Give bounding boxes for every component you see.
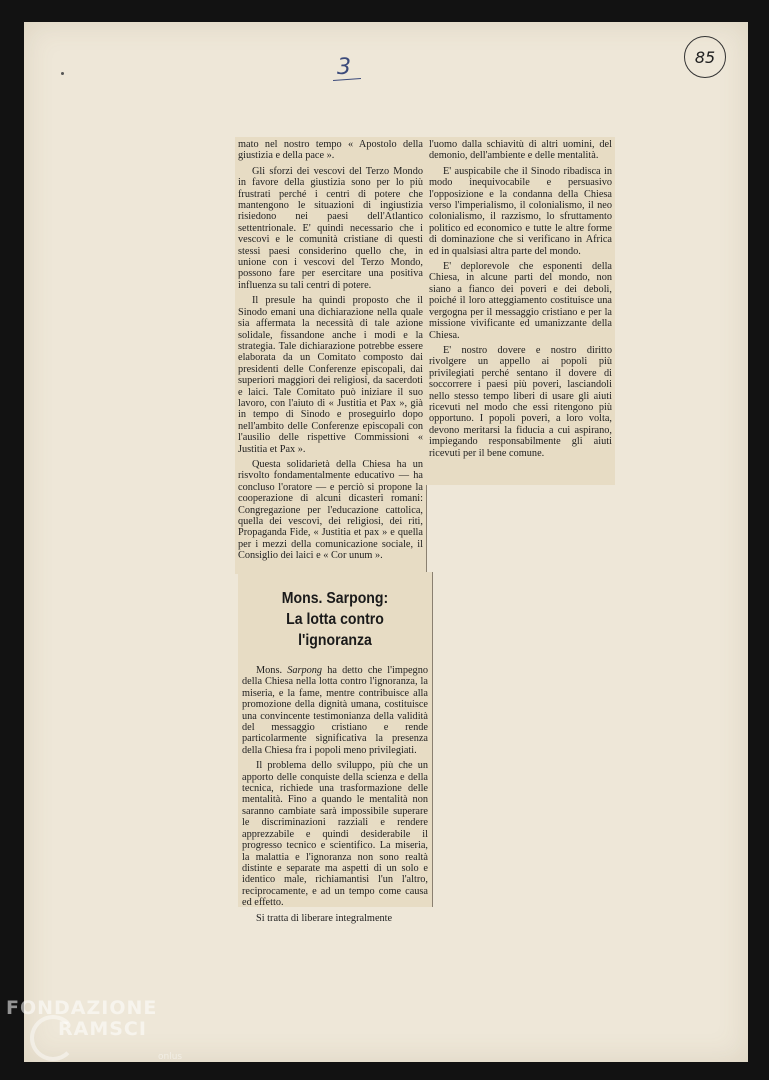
headline-line-2: La lotta contro l'ignoranza [286,611,384,649]
paragraph: Il problema dello sviluppo, più che un apporto delle conquiste della scienza e della tecnica, richiede una trasformazione delle mentalità. Fino a quando le mentalità non saranno cambiate sarà impossibile superare le discriminazioni razziali e rendere apprezzabile e quindi desiderabile il progresso tecnico e scientifico. La miseria, la malattia e l'ignoranza non sono realtà distinte e separate ma aspetti di un solo e identico male, richiamantisi l'un l'altro, reciprocamente, e ad un tempo come causa ed effetto. [242,760,428,909]
watermark [6,997,157,1040]
paragraph: E' deplorevole che esponenti della Chiesa, in alcune parti del mondo, non siano a fianco dei poveri e dei deboli, poiché il loro atteggiamento costituisce una vergogna per il messaggio cristiano e per la missione vivificante ed umanizzante della Chiesa. [429,261,612,341]
watermark-line-2: RAMSCI [58,1018,147,1040]
paragraph: Questa solidarietà della Chiesa ha un risvolto fondamentalmente educativo — ha concluso l'oratore — e perciò si propone la cooperazione di alcuni dicasteri romani: Congregazione per l'educazione cattolica, quella dei vescovi, dei religiosi, dei riti, Propaganda Fide, « Justitia et pax » e quella per i mezzi della comunicazione sociale, il Consiglio dei laici e « Cor unum ». [238,458,423,562]
person-name: Sarpong [287,665,323,676]
headline-line-1: Mons. Sarpong: [281,590,389,607]
paragraph: Mons. Sarpong ha detto che l'impegno della Chiesa nella lotta contro l'ignoranza, la miseria, e la fame, mentre contribuisce alla promozione della dignità umana, costituisce una convincente testimonianza della validità del messaggio cristiano e rende particolarmente significativa la presenza della Chiesa fra i popoli meno privilegiati. [242,665,428,756]
watermark-line-1: FONDAZIONE [6,997,158,1019]
clipping-column-1 [235,137,427,574]
paragraph: Si tratta di liberare integralmente [256,912,393,924]
clipping-column-3 [238,572,433,924]
watermark-suffix: onlus [158,1052,183,1062]
circled-folio-number: 85 [684,36,726,78]
paper-speck [61,72,64,75]
paragraph: E' auspicabile che il Sinodo ribadisca in modo inequivocabile e persuasivo l'opposizione e la condanna della Chiesa verso l'imperialismo, il colonialismo, il neo colonialismo, il razzismo, lo sfruttamento politico ed economico e tutte le altre forme di dominazione che si verificano in Africa ed in qualsiasi altra parte del mondo. [429,165,612,257]
handwritten-page-number: 3 [337,55,351,80]
paragraph: Gli sforzi dei vescovi del Terzo Mondo in favore della giustizia sono per lo più frustrati perché i centri di potere che mantengono le situazioni di ingiustizia risiedono nei paesi dell'Atlantico settentrionale. E' quindi necessario che i vescovi e le comunità cristiane di questi stessi paesi considerino quello che, in unione con i vescovi del Terzo Mondo, possono fare per esercitare una positiva influenza su tali centri di potere. [238,165,423,291]
paragraph: Il presule ha quindi proposto che il Sinodo emani una dichiarazione nella quale sia affermata la necessità di tale azione solidale, fissandone anche i modi e la strategia. Tale dichiarazione potrebbe essere elaborata da un Comitato composto dai presidenti delle Conferenze episcopali, dai superiori maggiori dei religiosi, da sacerdoti e laici. Tale Comitato può iniziare il suo lavoro, con l'aiuto di « Justitia et Pax », già in tempo di Sinodo e proseguirlo dopo nell'ambito delle Conferenze episcopali con l'ausilio delle rispettive Commissioni « Justitia et Pax ». [238,295,423,455]
clipping-column-2 [426,137,615,485]
paragraph: mato nel nostro tempo « Apostolo della giustizia e della pace ». [238,139,423,162]
article-headline [253,588,417,651]
paragraph: l'uomo dalla schiavitù di altri uomini, del demonio, dell'ambiente e delle mentalità. [429,139,612,162]
paragraph: E' nostro dovere e nostro diritto rivolgere un appello ai popoli più privilegiati perché sentano il dovere di soccorrere i paesi più poveri, lasciandoli nello stesso tempo liberi di usare gli aiuti ricevuti nel modo che essi ritengono più opportuno. I popoli poveri, a loro volta, devono meritarsi la fiducia a cui aspirano, impiegando responsabilmente gli aiuti ricevuti per il bene comune. [429,344,612,459]
